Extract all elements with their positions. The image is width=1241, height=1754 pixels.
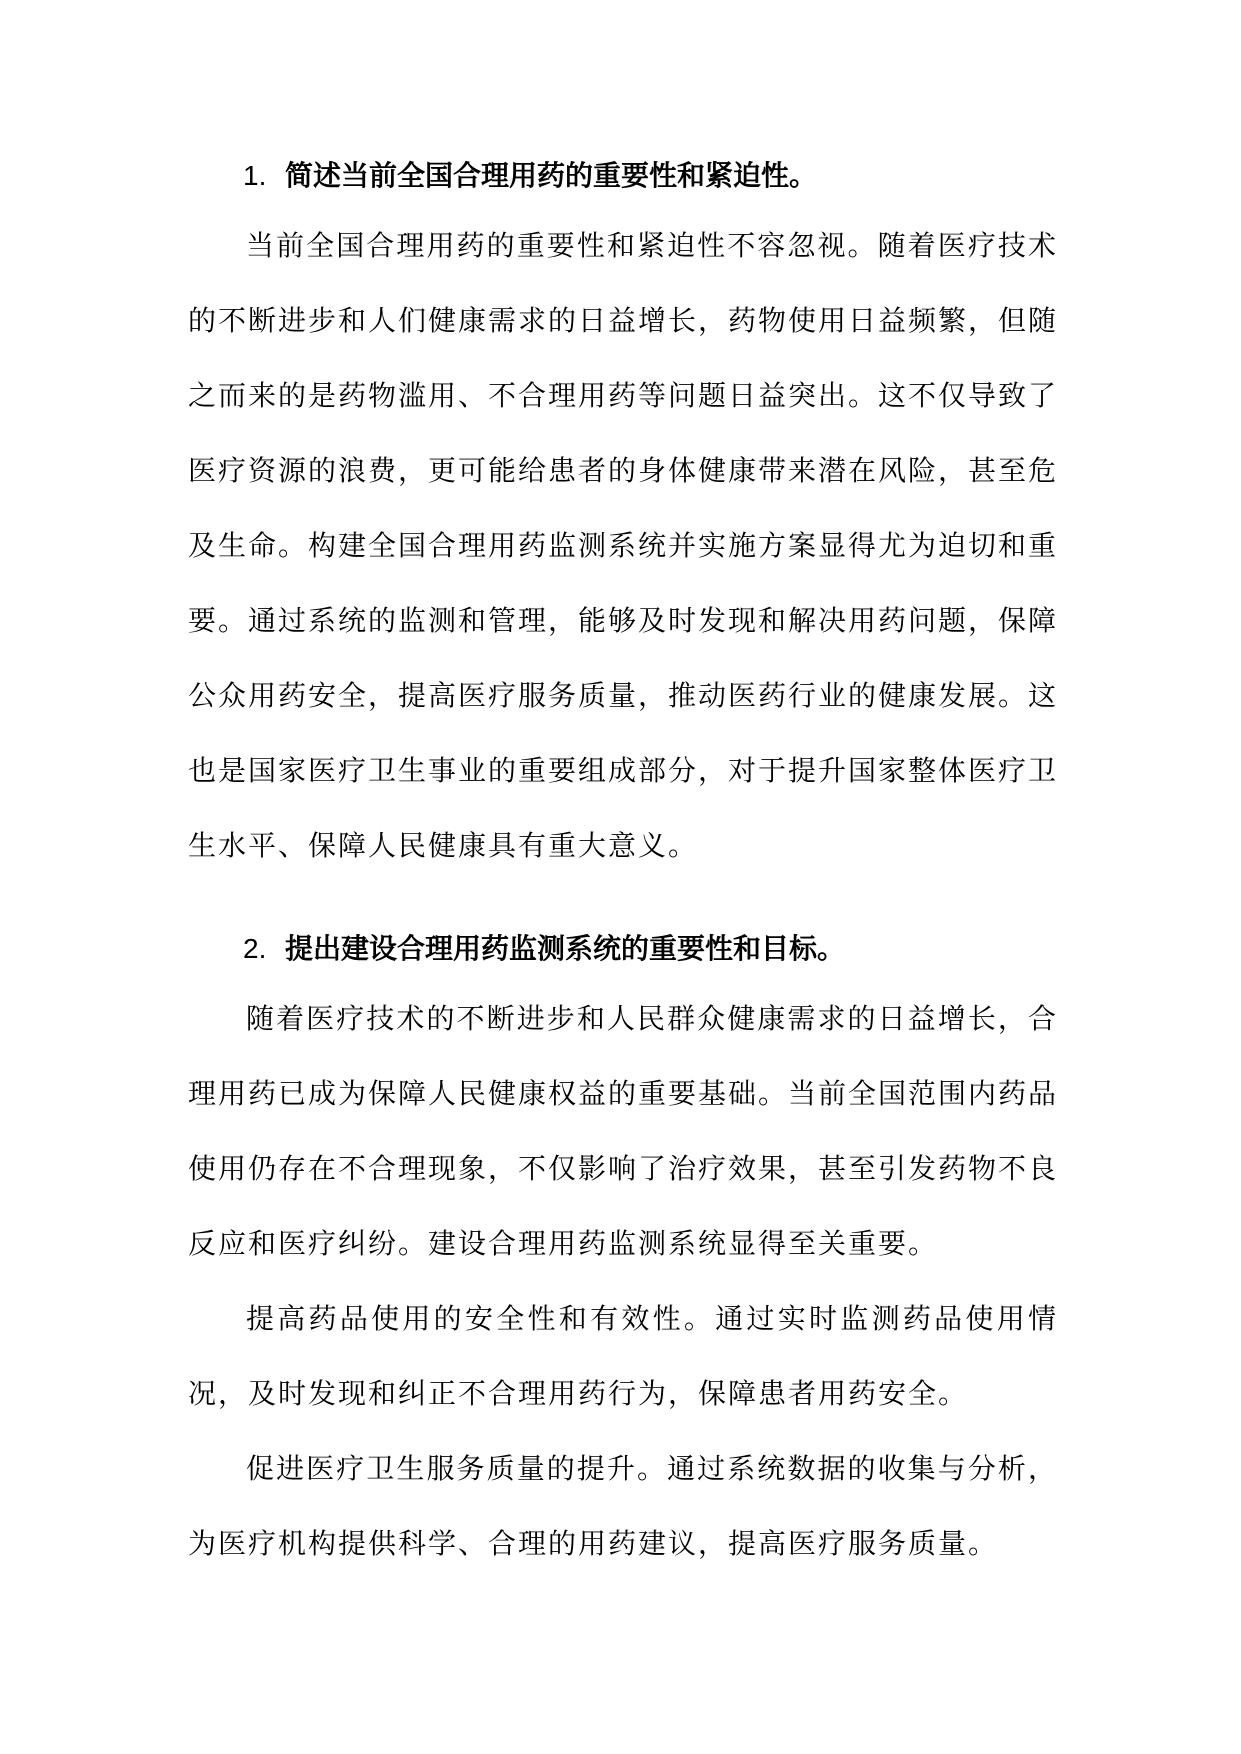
section-2: [188, 919, 1058, 1581]
section-1-paragraph-1: 当前全国合理用药的重要性和紧迫性不容忽视。随着医疗技术的不断进步和人们健康需求的日益增长，药物使用日益频繁，但随之而来的是药物滥用、不合理用药等问题日益突出。这不仅导致了医疗资源的浪费，更可能给患者的身体健康带来潜在风险，甚至危及生命。构建全国合理用药监测系统并实施方案显得尤为迫切和重要。通过系统的监测和管理，能够及时发现和解决用药问题，保障公众用药安全，提高医疗服务质量，推动医药行业的健康发展。这也是国家医疗卫生事业的重要组成部分，对于提升国家整体医疗卫生水平、保障人民健康具有重大意义。: [188, 229, 1059, 862]
section-2-paragraph-2: 提高药品使用的安全性和有效性。通过实时监测药品使用情况，及时发现和纠正不合理用药行为，保障患者用药安全。: [188, 1302, 1058, 1410]
section-2-paragraph-3: 促进医疗卫生服务质量的提升。通过系统数据的收集与分析，为医疗机构提供科学、合理的用药建议，提高医疗服务质量。: [188, 1452, 1058, 1560]
section-2-title: 提出建设合理用药监测系统的重要性和目标。: [285, 932, 846, 965]
section-1: [188, 146, 1058, 883]
section-1-title: 简述当前全国合理用药的重要性和紧迫性。: [285, 159, 818, 192]
section-1-number: 1.: [243, 160, 267, 191]
section-2-paragraph-1: 随着医疗技术的不断进步和人民群众健康需求的日益增长，合理用药已成为保障人民健康权益的重要基础。当前全国范围内药品使用仍存在不合理现象，不仅影响了治疗效果，甚至引发药物不良反应和医疗纠纷。建设合理用药监测系统显得至关重要。: [188, 1002, 1059, 1260]
section-2-number: 2.: [243, 933, 267, 964]
document-body: [188, 146, 1058, 1581]
section-2-heading: [188, 919, 1058, 979]
section-1-heading: [188, 146, 1058, 206]
